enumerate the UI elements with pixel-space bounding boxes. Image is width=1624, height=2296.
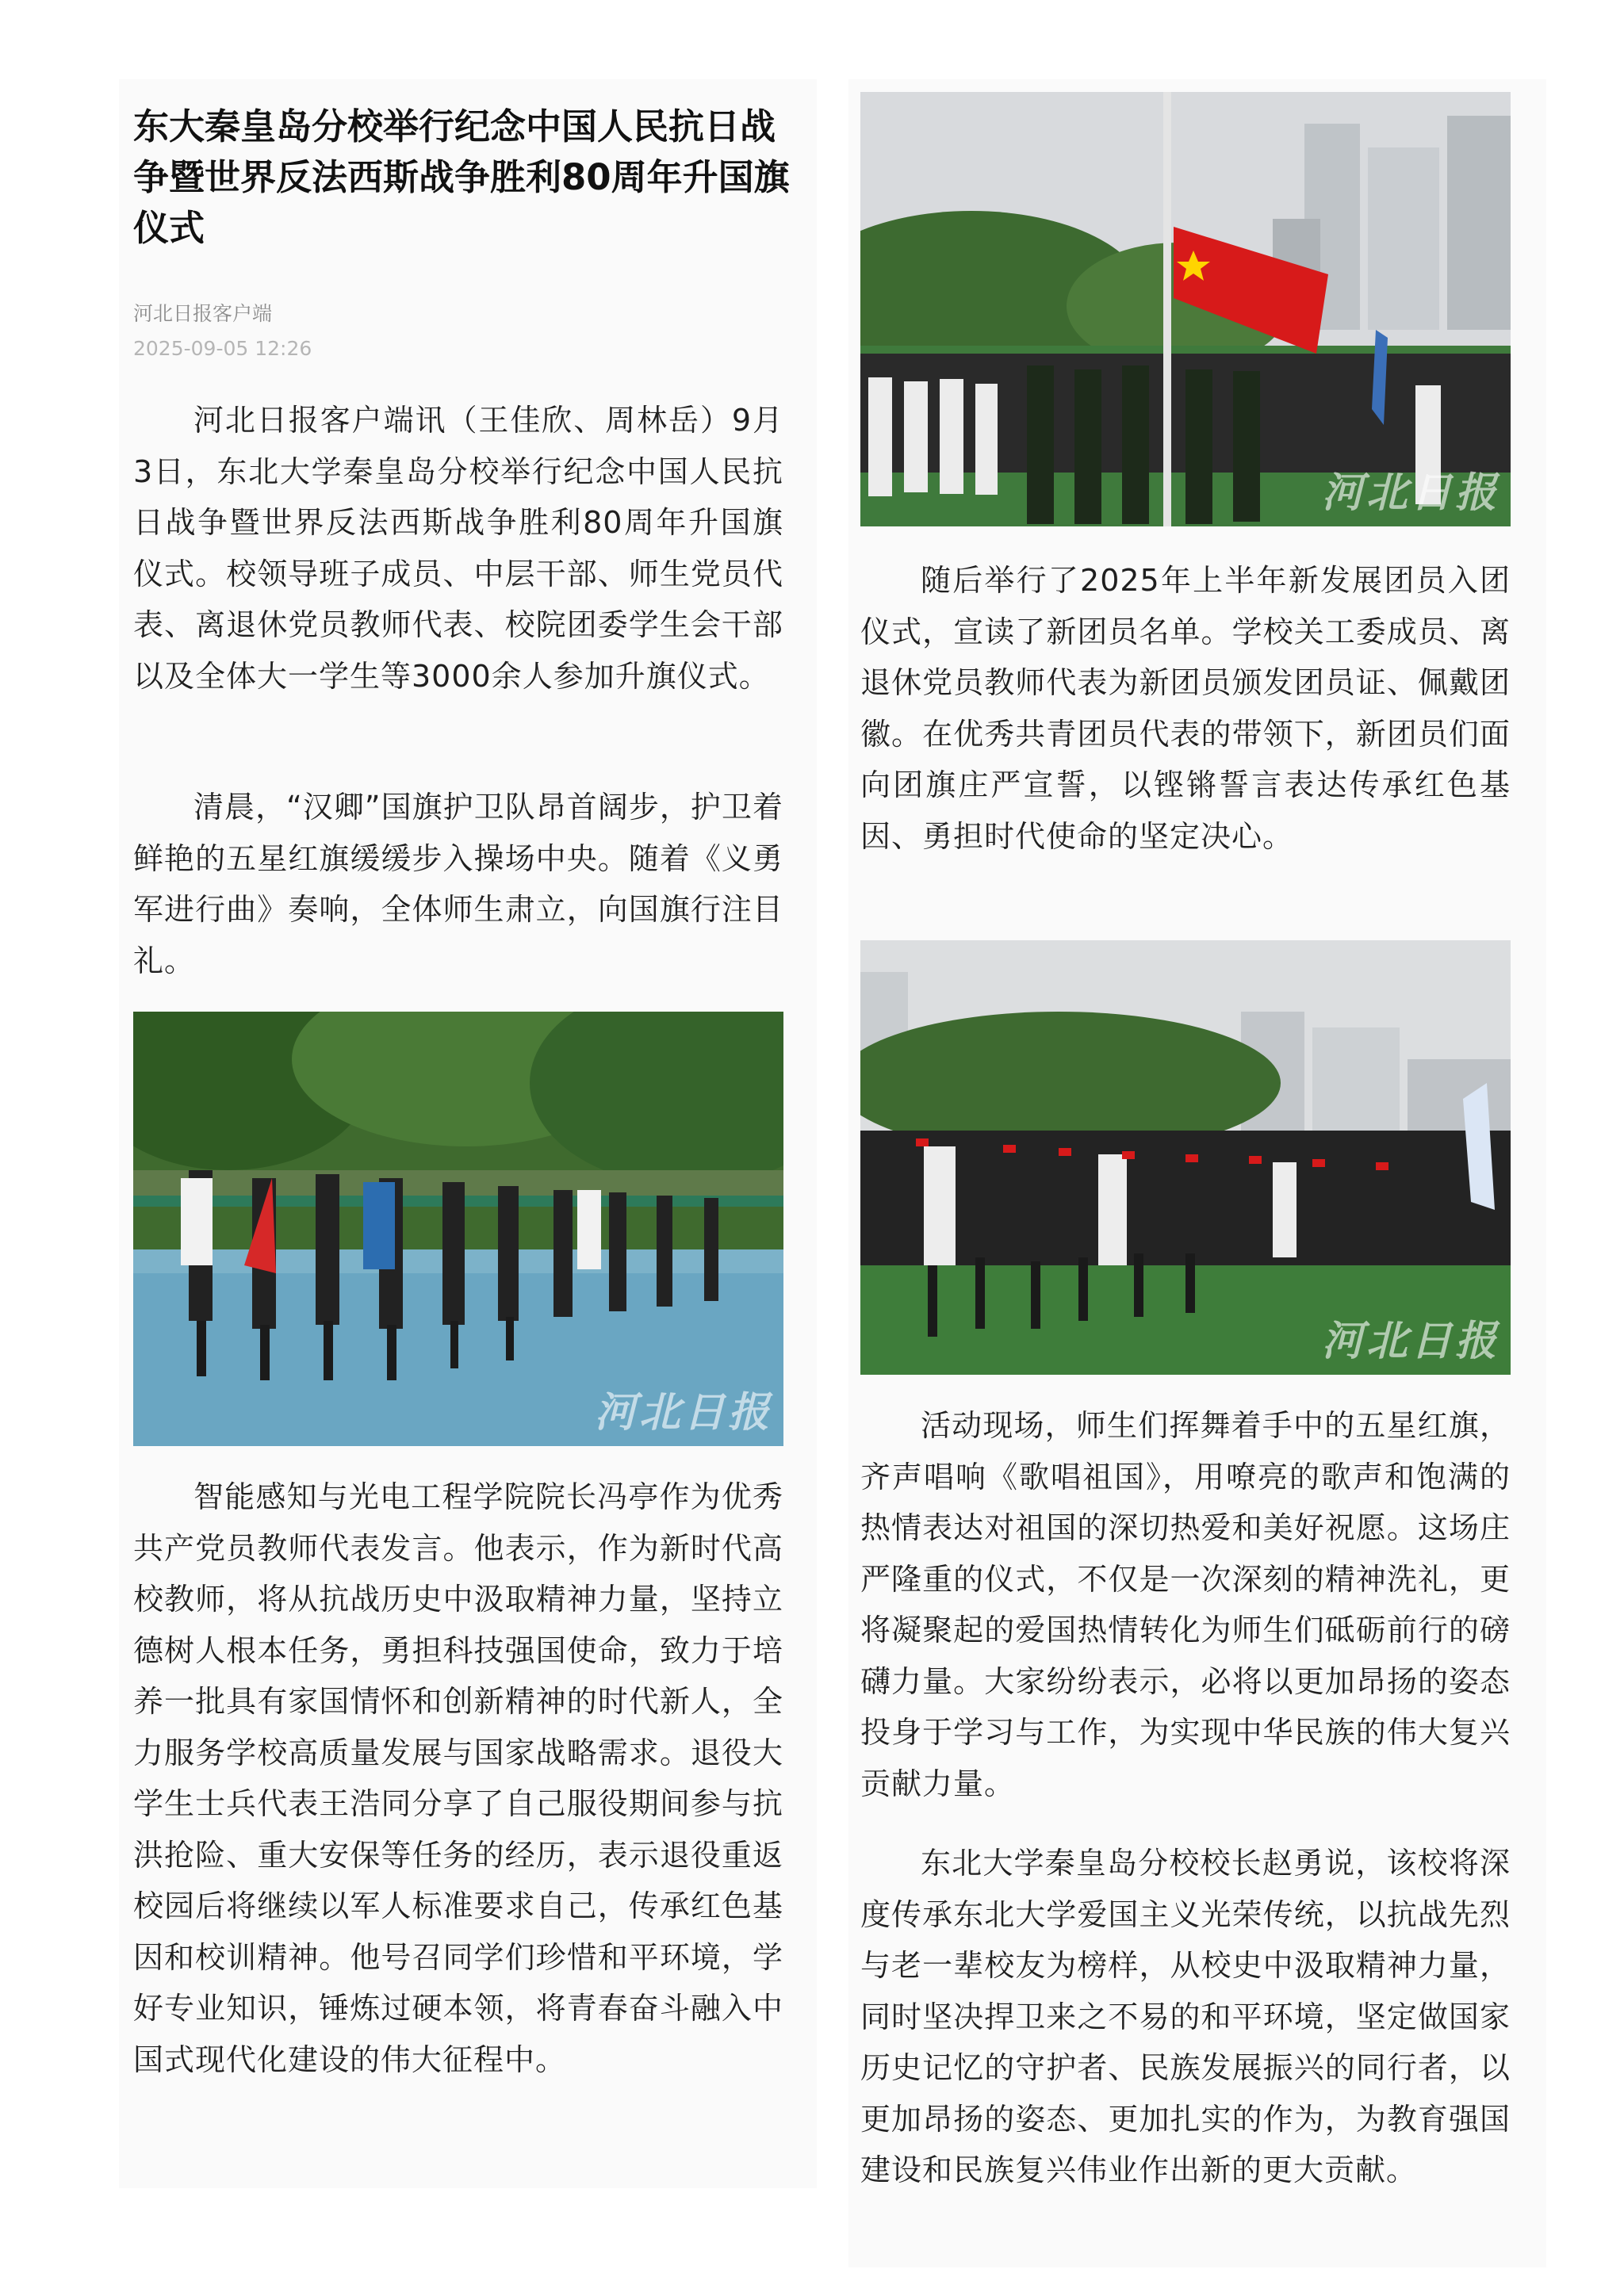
article-paragraph-1: 河北日报客户端讯（王佳欣、周林岳）9月3日，东北大学秦皇岛分校举行纪念中国人民抗日战争暨世界反法西斯战争胜利80周年升国旗仪式。校领导班子成员、中层干部、师生党员代表、离退休党员教师代表、校院团委学生会干部以及全体大一学生等3000余人参加升旗仪式。 bbox=[133, 403, 783, 694]
article-paragraph-6: 东北大学秦皇岛分校校长赵勇说，该校将深度传承东北大学爱国主义光荣传统，以抗战先烈与老一辈校友为榜样，从校史中汲取精神力量，同时坚决捍卫来之不易的和平环境，坚定做国家历史记忆的守护者、民族发展振兴的同行者，以更加昂扬的姿态、更加扎实的作为，为教育强国建设和民族复兴伟业作出新的更大贡献。 bbox=[860, 1846, 1511, 2187]
photo-flag-raising bbox=[860, 92, 1511, 526]
watermark: 河北日报 bbox=[594, 1388, 772, 1437]
article-title: 东大秦皇岛分校举行纪念中国人民抗日战争暨世界反法西斯战争胜利80周年升国旗仪式 bbox=[133, 105, 790, 249]
watermark: 河北日报 bbox=[1321, 469, 1500, 517]
watermark: 河北日报 bbox=[1321, 1317, 1500, 1365]
article-date: 2025-09-05 12:26 bbox=[133, 337, 312, 360]
article-paragraph-2: 清晨，“汉卿”国旗护卫队昂首阔步，护卫着鲜艳的五星红旗缓缓步入操场中央。随着《义勇军进行曲》奏响，全体师生肃立，向国旗行注目礼。 bbox=[133, 790, 783, 978]
photo-students-singing bbox=[860, 940, 1511, 1375]
photo-honor-guard bbox=[133, 1012, 783, 1446]
article-source[interactable]: 河北日报客户端 bbox=[133, 302, 273, 325]
article-paragraph-3: 智能感知与光电工程学院院长冯亭作为优秀共产党员教师代表发言。他表示，作为新时代高校教师，将从抗战历史中汲取精神力量，坚持立德树人根本任务，勇担科技强国使命，致力于培养一批具有家国情怀和创新精神的时代新人，全力服务学校高质量发展与国家战略需求。退役大学生士兵代表王浩同分享了自己服役期间参与抗洪抢险、重大安保等任务的经历，表示退役重返校园后将继续以军人标准要求自己，传承红色基因和校训精神。他号召同学们珍惜和平环境，学好专业知识，锤炼过硬本领，将青春奋斗融入中国式现代化建设的伟大征程中。 bbox=[133, 1479, 783, 2077]
article-paragraph-4: 随后举行了2025年上半年新发展团员入团仪式，宣读了新团员名单。学校关工委成员、离退休党员教师代表为新团员颁发团员证、佩戴团徽。在优秀共青团员代表的带领下，新团员们面向团旗庄严宣誓，以铿锵誓言表达传承红色基因、勇担时代使命的坚定决心。 bbox=[860, 563, 1511, 854]
article-paragraph-5: 活动现场，师生们挥舞着手中的五星红旗，齐声唱响《歌唱祖国》，用嘹亮的歌声和饱满的热情表达对祖国的深切热爱和美好祝愿。这场庄严隆重的仪式，不仅是一次深刻的精神洗礼，更将凝聚起的爱国热情转化为师生们砥砺前行的磅礴力量。大家纷纷表示，必将以更加昂扬的姿态投身于学习与工作，为实现中华民族的伟大复兴贡献力量。 bbox=[860, 1408, 1511, 1801]
